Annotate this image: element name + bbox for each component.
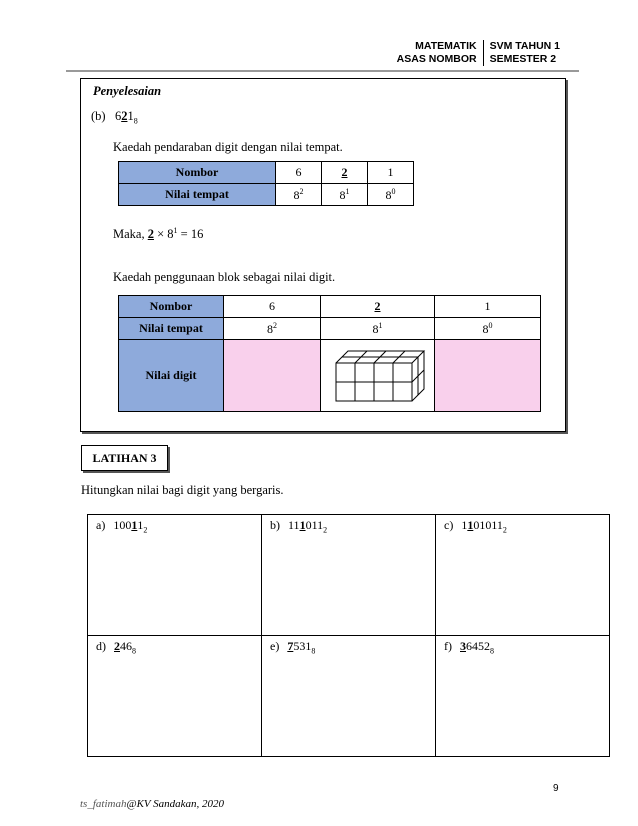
pv-base: 8 bbox=[385, 187, 392, 202]
method1-text: Kaedah pendaraban digit dengan nilai tempat. bbox=[113, 140, 343, 154]
row-label-nombor: Nombor bbox=[119, 162, 276, 184]
item-base: 8 bbox=[311, 646, 316, 656]
item-post: 011 bbox=[305, 518, 324, 532]
part-b-number bbox=[91, 109, 138, 126]
pv-exp: 0 bbox=[391, 186, 396, 196]
digit-value-cell-empty bbox=[435, 340, 541, 412]
table-cell bbox=[321, 318, 435, 340]
table-row bbox=[119, 340, 541, 412]
item-label: d) bbox=[96, 639, 106, 653]
result-value: = 16 bbox=[180, 227, 204, 242]
number-pre: 6 bbox=[114, 109, 122, 123]
exercise-item-d[interactable] bbox=[88, 636, 262, 757]
exercise-item-b[interactable] bbox=[262, 515, 436, 636]
pv-exp: 0 bbox=[488, 320, 493, 330]
table-cell bbox=[368, 184, 414, 206]
row-label-nilai-tempat: Nilai tempat bbox=[119, 184, 276, 206]
item-post: 531 bbox=[293, 639, 312, 653]
item-base: 2 bbox=[502, 525, 507, 535]
exercise-grid bbox=[87, 514, 610, 757]
row-label-nilai-digit: Nilai digit bbox=[119, 340, 224, 412]
table-row bbox=[119, 296, 541, 318]
times-sign: × bbox=[157, 227, 165, 242]
header-subject-block bbox=[397, 40, 484, 66]
item-underlined-digit: 2 bbox=[114, 639, 120, 653]
item-underlined-digit: 7 bbox=[287, 639, 294, 653]
pv-base: 8 bbox=[372, 321, 379, 336]
item-label: b) bbox=[270, 518, 280, 532]
item-pre: 1 bbox=[461, 518, 468, 532]
row-label-nombor: Nombor bbox=[119, 296, 224, 318]
item-base: 8 bbox=[132, 646, 136, 656]
exercise-instruction: Hitungkan nilai bagi digit yang bergaris. bbox=[81, 483, 284, 497]
pv-base: 8 bbox=[293, 187, 300, 202]
item-pre: 100 bbox=[113, 518, 132, 532]
table-cell: 6 bbox=[276, 162, 322, 184]
page-number: 9 bbox=[553, 783, 559, 794]
item-base: 2 bbox=[143, 525, 148, 535]
footer-org: @KV Sandakan, 2020 bbox=[126, 798, 225, 810]
footer-credit bbox=[80, 798, 224, 810]
pv-exp: 2 bbox=[273, 320, 277, 330]
table-row bbox=[88, 515, 610, 636]
method2-text: Kaedah penggunaan blok sebagai nilai digit. bbox=[113, 270, 336, 284]
item-label: e) bbox=[270, 639, 280, 653]
table-cell: 6 bbox=[224, 296, 321, 318]
item-base: 8 bbox=[490, 646, 494, 656]
header-divider bbox=[66, 70, 579, 72]
pv-exp: 1 bbox=[345, 186, 350, 196]
exercise-item-c[interactable] bbox=[436, 515, 610, 636]
item-base: 2 bbox=[323, 525, 328, 535]
table-row bbox=[88, 636, 610, 757]
pv-exp: 1 bbox=[378, 320, 383, 330]
table-cell-underlined: 2 bbox=[321, 296, 435, 318]
solution-title: Penyelesaian bbox=[93, 84, 162, 98]
table-cell bbox=[276, 184, 322, 206]
table-cell bbox=[322, 184, 368, 206]
number-underlined-digit: 2 bbox=[121, 109, 128, 123]
table-row bbox=[119, 162, 414, 184]
item-post: 46 bbox=[120, 639, 132, 653]
row-label-nilai-tempat: Nilai tempat bbox=[119, 318, 224, 340]
exercise-title-box: LATIHAN 3 bbox=[81, 445, 168, 471]
exercise-item-f[interactable] bbox=[436, 636, 610, 757]
pv-base: 8 bbox=[482, 321, 489, 336]
pv-base: 8 bbox=[267, 321, 273, 336]
result-line bbox=[113, 226, 203, 242]
result-base: 8 bbox=[167, 227, 174, 242]
table-cell: 1 bbox=[368, 162, 414, 184]
item-pre: 11 bbox=[288, 518, 300, 532]
digit-value-cell-blocks bbox=[321, 340, 435, 412]
part-label: (b) bbox=[91, 109, 106, 123]
number-post: 1 bbox=[127, 109, 134, 123]
item-underlined-digit: 3 bbox=[460, 639, 466, 653]
document-header bbox=[397, 40, 560, 66]
item-underlined-digit: 1 bbox=[467, 518, 474, 532]
item-label: a) bbox=[96, 518, 106, 532]
item-post: 01011 bbox=[473, 518, 503, 532]
cube-blocks-illustration bbox=[330, 345, 426, 407]
table-cell: 1 bbox=[435, 296, 541, 318]
table-row bbox=[119, 318, 541, 340]
header-topic: ASAS NOMBOR bbox=[396, 53, 477, 65]
place-value-table bbox=[118, 161, 414, 206]
item-post: 1 bbox=[137, 518, 144, 532]
item-underlined-digit: 1 bbox=[131, 518, 138, 532]
header-subject: MATEMATIK bbox=[415, 40, 477, 52]
table-cell bbox=[224, 318, 321, 340]
pv-exp: 2 bbox=[299, 186, 304, 196]
item-post: 6452 bbox=[466, 639, 490, 653]
header-course-block bbox=[484, 40, 560, 66]
exercise-item-e[interactable] bbox=[262, 636, 436, 757]
result-exp: 1 bbox=[173, 226, 178, 235]
footer-handle: ts_fatimah bbox=[80, 798, 127, 810]
number-base: 8 bbox=[133, 116, 138, 126]
item-label: f) bbox=[444, 639, 452, 653]
header-course: SVM TAHUN 1 bbox=[489, 40, 560, 52]
table-cell-underlined: 2 bbox=[322, 162, 368, 184]
pv-base: 8 bbox=[339, 187, 346, 202]
item-label: c) bbox=[444, 518, 454, 532]
table-cell bbox=[435, 318, 541, 340]
result-prefix: Maka, bbox=[113, 227, 145, 242]
block-value-table bbox=[118, 295, 541, 412]
exercise-item-a[interactable] bbox=[88, 515, 262, 636]
header-semester: SEMESTER 2 bbox=[489, 53, 557, 65]
result-digit: 2 bbox=[147, 227, 154, 242]
item-underlined-digit: 1 bbox=[299, 518, 306, 532]
digit-value-cell-empty bbox=[224, 340, 321, 412]
table-row bbox=[119, 184, 414, 206]
